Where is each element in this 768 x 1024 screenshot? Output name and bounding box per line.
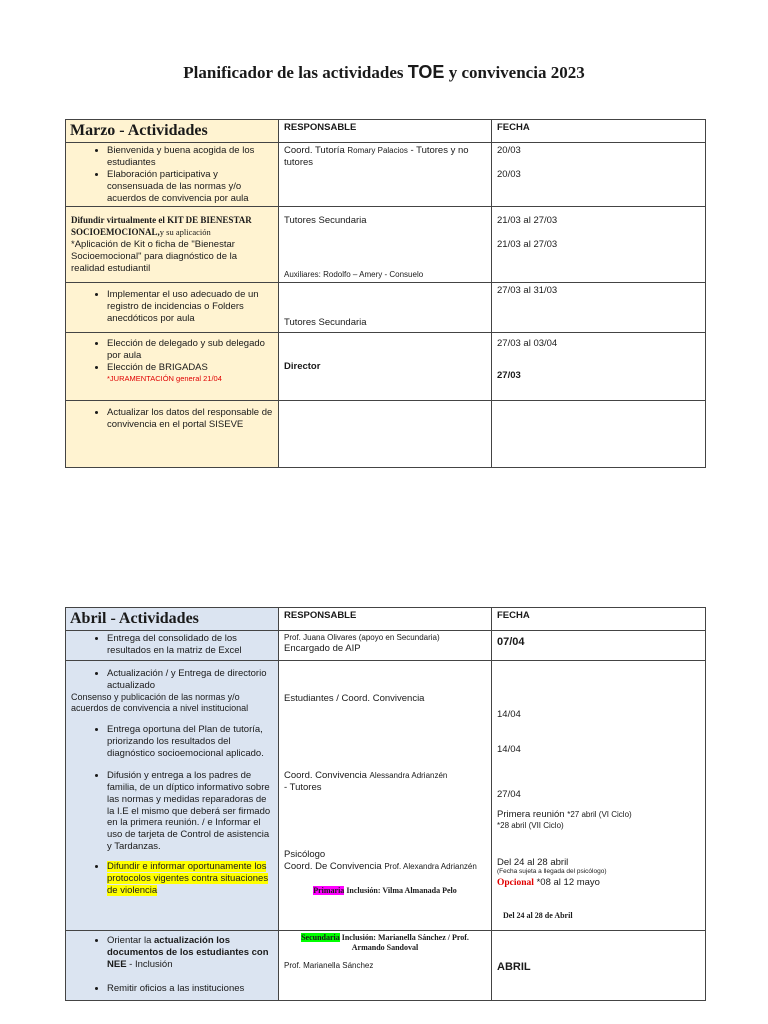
- marzo-header-row: [66, 120, 706, 143]
- list-item: • Remitir oficios a las instituciones: [107, 983, 273, 995]
- fecha-note: *27 abril (VI Ciclo): [567, 809, 632, 819]
- inclusion-text: Inclusión: Marianella Sánchez / Prof. Armando Sandoval: [339, 933, 469, 952]
- kit-text: Difundir virtualmente el KIT DE BIENESTAR SOCIOEMOCIONAL,: [71, 215, 252, 238]
- activity-cell: [66, 283, 279, 333]
- marzo-table: [65, 119, 706, 468]
- list-text: - Inclusión: [126, 958, 173, 970]
- fecha-cell: [492, 283, 706, 333]
- fecha-value: Del 24 al 28 abril: [497, 856, 569, 868]
- fecha-value: 27/04: [497, 788, 521, 800]
- list-item: • Actualizar los datos del responsable de convivencia en el portal SISEVE: [107, 407, 273, 431]
- activity-cell: [66, 207, 279, 283]
- fecha-value: 14/04: [497, 743, 521, 755]
- fecha-header: FECHA: [492, 120, 706, 143]
- secundaria-tag: Secundaria: [301, 933, 340, 942]
- responsable-cell: [279, 333, 492, 401]
- resp-text: - Tutores: [284, 781, 322, 793]
- list-item: • Entrega oportuna del Plan de tutoría, priorizando los resultados del diagnóstico socioemocional aplicado.: [107, 724, 273, 760]
- resp-text: Prof. Juana Olivares (apoyo en Secundaria): [284, 633, 440, 642]
- table-row: [66, 333, 706, 401]
- fecha-cell: [492, 661, 706, 931]
- resp-text: - Tutores y no tutores: [284, 145, 469, 168]
- fecha-note: (Fecha sujeta a llegada del psicólogo): [497, 868, 607, 876]
- fecha-value: 07/04: [497, 636, 525, 648]
- resp-text: Estudiantes / Coord. Convivencia: [284, 693, 425, 704]
- abril-header-row: [66, 608, 706, 631]
- activity-cell: [66, 401, 279, 468]
- responsable-cell: [279, 401, 492, 468]
- resp-text: Psicólogo: [284, 848, 326, 860]
- fecha-cell: [492, 207, 706, 283]
- list-item: • Elaboración participativa y consensuada de las normas y/o acuerdos de convivencia por aula: [107, 169, 273, 205]
- resp-name: Alessandra Adrianzén: [369, 770, 448, 780]
- table-row: [66, 661, 706, 931]
- table-row: [66, 283, 706, 333]
- list-item: • Bienvenida y buena acogida de los estudiantes: [107, 145, 273, 169]
- resp-text: Coord. Convivencia: [284, 769, 370, 781]
- fecha-value: 27/03 al 31/03: [497, 285, 558, 297]
- fecha-value: 20/03: [497, 168, 521, 180]
- activity-cell: [66, 661, 279, 931]
- fecha-note: *28 abril (VII Ciclo): [497, 820, 564, 830]
- resp-text: Encargado de AIP: [284, 643, 361, 654]
- activity-cell: [66, 333, 279, 401]
- responsable-cell: [279, 207, 492, 283]
- opcional-label: Opcional: [497, 877, 534, 888]
- fecha-cell: [492, 333, 706, 401]
- list-item: • Elección de delegado y sub delegado por aula: [107, 338, 273, 362]
- list-text: Orientar la: [107, 935, 154, 946]
- activity-cell: [66, 143, 279, 207]
- table-row: [66, 143, 706, 207]
- fecha-value: 27/03: [497, 370, 521, 382]
- list-item: [107, 935, 273, 971]
- responsable-header: RESPONSABLE: [279, 608, 492, 631]
- table-row: [66, 931, 706, 1001]
- activity-cell: [66, 631, 279, 661]
- fecha-value: *08 al 12 mayo: [533, 876, 600, 888]
- fecha-value: ABRIL: [497, 961, 531, 973]
- resp-name: Romary Palacios: [347, 146, 408, 155]
- resp-text: Coord. De Convivencia: [284, 860, 385, 872]
- fecha-value: 20/03: [497, 145, 521, 156]
- list-item: • Entrega del consolidado de los resultados en la matriz de Excel: [107, 633, 273, 657]
- table-row: [66, 631, 706, 661]
- list-item: • Actualización / y Entrega de directorio actualizado: [107, 668, 273, 692]
- resp-text: Prof. Marianella Sánchez: [284, 961, 374, 970]
- resp-text: Coord. Tutoría: [284, 145, 348, 156]
- responsable-cell: [279, 931, 492, 1001]
- responsable-cell: [279, 661, 492, 931]
- fecha-cell: [492, 931, 706, 1001]
- activity-cell: [66, 931, 279, 1001]
- resp-text: Auxiliares: Rodolfo – Amery - Consuelo: [284, 270, 424, 280]
- fecha-value: 21/03 al 27/03: [497, 239, 558, 251]
- fecha-cell: [492, 401, 706, 468]
- responsable-cell: [279, 631, 492, 661]
- document-title: [0, 62, 768, 83]
- highlighted-text: Difundir e informar oportunamente los protocolos vigentes contra situaciones de violencia: [107, 861, 269, 896]
- resp-text: Tutores Secundaria: [284, 215, 367, 227]
- table-row: [66, 401, 706, 468]
- title-pre: Planificador de las actividades: [183, 63, 408, 82]
- responsable-header: RESPONSABLE: [279, 120, 492, 143]
- fecha-value: 27/03 al 03/04: [497, 338, 558, 350]
- list-item: • Elección de BRIGADAS: [107, 362, 273, 374]
- title-post: y convivencia 2023: [444, 63, 585, 82]
- fecha-header: FECHA: [492, 608, 706, 631]
- list-item: [107, 861, 273, 897]
- resp-text: Director: [284, 361, 321, 373]
- fecha-value: 21/03 al 27/03: [497, 215, 558, 227]
- kit-text: y su aplicación: [159, 227, 211, 238]
- list-item: • Implementar el uso adecuado de un registro de incidencias o Folders anecdóticos por aula: [107, 289, 273, 325]
- inclusion-text: Inclusión: Vilma Almanada Pelo: [344, 886, 457, 896]
- table-row: [66, 207, 706, 283]
- abril-table: [65, 607, 706, 1001]
- resp-text: Tutores Secundaria: [284, 317, 367, 329]
- fecha-value: Del 24 al 28 de Abril: [503, 911, 573, 921]
- consenso-text: Consenso y publicación de las normas y/o acuerdos de convivencia a nivel institucional: [71, 691, 249, 713]
- responsable-cell: [279, 143, 492, 207]
- fecha-value: 14/04: [497, 709, 521, 720]
- primaria-tag: Primaria: [313, 886, 345, 896]
- kit-application: *Aplicación de Kit o ficha de "Bienestar Socioemocional" para diagnóstico de la realidad estudiantil: [71, 239, 238, 274]
- juramentacion-note: *JURAMENTACIÓN general 21/04: [107, 373, 222, 383]
- resp-name: Prof. Alexandra Adrianzén: [384, 861, 477, 871]
- fecha-value: Primera reunión: [497, 808, 568, 820]
- title-toe: TOE: [407, 62, 445, 82]
- marzo-label: Marzo - Actividades: [66, 120, 279, 143]
- abril-label: Abril - Actividades: [66, 608, 279, 631]
- list-item: • Difusión y entrega a los padres de familia, de un díptico informativo sobre las normas y medidas reparadoras de la I.E el mismo que deberá ser firmado en la primera reunión. / e Informar el uso de tarjeta de Control de asistencia y Tardanzas.: [107, 770, 273, 853]
- fecha-cell: [492, 143, 706, 207]
- responsable-cell: [279, 283, 492, 333]
- list-text-bold: actualización los documentos de los estudiantes con NEE: [107, 935, 269, 970]
- fecha-cell: [492, 631, 706, 661]
